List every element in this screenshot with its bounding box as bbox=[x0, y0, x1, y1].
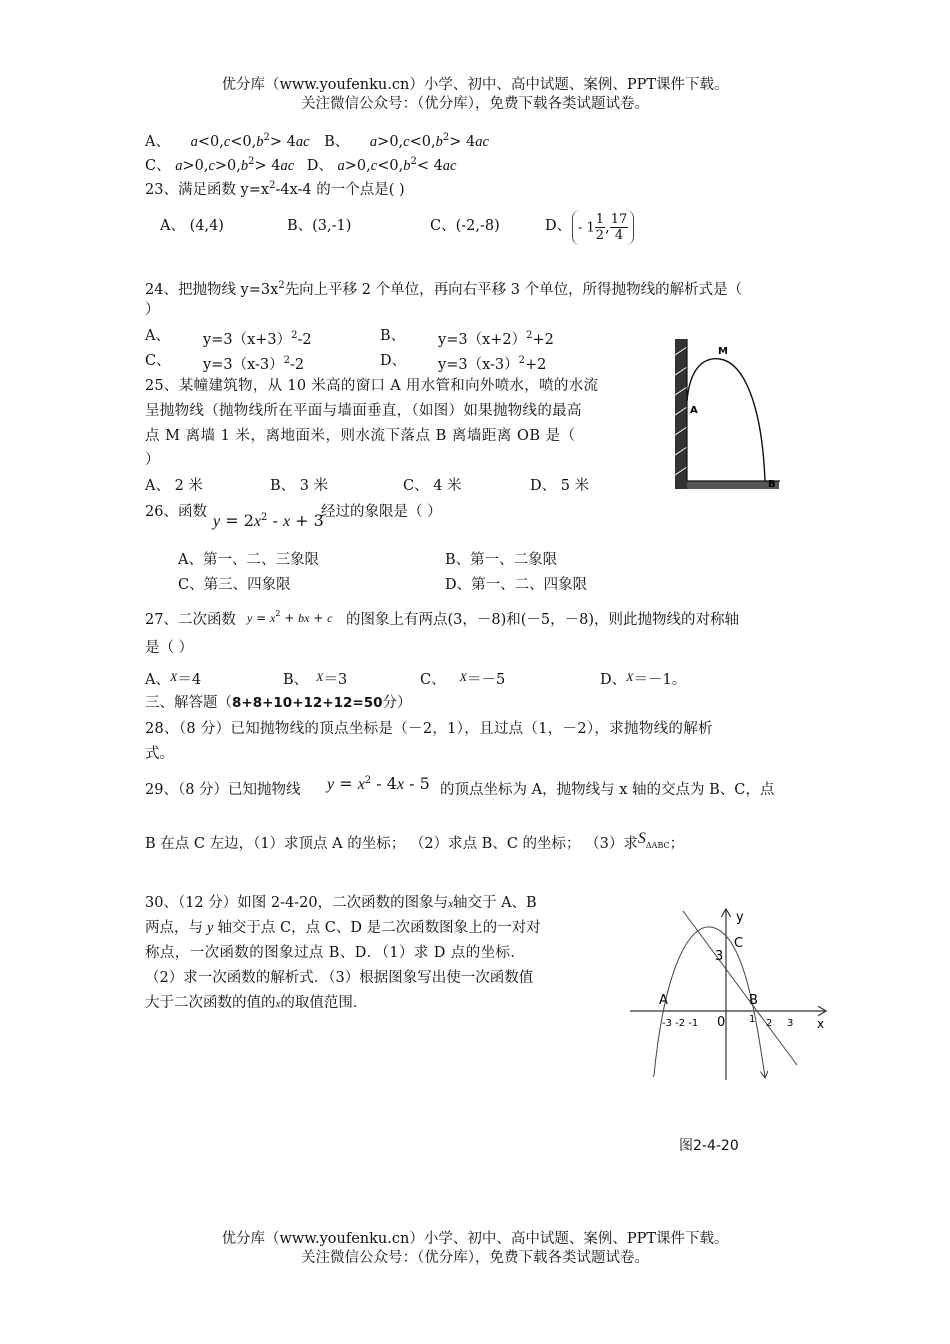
q23-optC: C、(-2,-8) bbox=[430, 218, 500, 234]
op: >0, bbox=[377, 134, 404, 150]
exponent: 2 bbox=[518, 355, 525, 366]
q29-line2-text: B 在点 C 左边，（1）求顶点 A 的坐标； （2）求点 B、C 的坐标； （3）求 bbox=[145, 836, 638, 852]
q27-optD bbox=[600, 667, 686, 690]
var-c: c bbox=[403, 134, 410, 150]
footer-line-2: 关注微信公众号：（优分库），免费下载各类试题试卷。 bbox=[301, 1250, 649, 1266]
exponent: 2 bbox=[278, 280, 285, 291]
q24-optC bbox=[203, 351, 304, 375]
exponent: 2 bbox=[291, 330, 298, 341]
var-c: c bbox=[327, 611, 333, 625]
expr: y=3（x+3） bbox=[203, 332, 292, 348]
exponent: 2 bbox=[269, 180, 276, 191]
q24-stem-text: 先向上平移 2 个单位，再向右平移 3 个单位，所得抛物线的解析式是（ bbox=[284, 282, 743, 298]
title-text: 三、解答题（ bbox=[145, 695, 232, 711]
op: = bbox=[334, 774, 358, 793]
var-x: X bbox=[316, 670, 324, 684]
var-c: c bbox=[208, 158, 215, 174]
section-3-title bbox=[145, 693, 412, 713]
denominator: 2 bbox=[595, 228, 605, 243]
q25-line1: 25、某幢建筑物，从 10 米高的窗口 A 用水管和向外喷水，喷的水流 bbox=[145, 378, 599, 394]
var-x: x bbox=[357, 776, 365, 793]
numerator: 1 bbox=[595, 212, 605, 227]
minus-one: - 1 bbox=[578, 220, 595, 236]
q22-row-1 bbox=[145, 128, 489, 152]
q23-optD-expr bbox=[572, 210, 634, 245]
q25-optC: C、 4 米 bbox=[403, 478, 462, 494]
var-b: b bbox=[403, 158, 411, 174]
value: ＝4 bbox=[177, 672, 202, 688]
footer-line-1: 优分库（www.youfenku.cn）小学、初中、高中试题、案例、PPT课件下载。 bbox=[221, 1231, 729, 1247]
var-x: X bbox=[626, 670, 634, 684]
q28-line2: 式。 bbox=[145, 746, 174, 762]
label-3: 3 bbox=[715, 949, 724, 964]
q22-row-2 bbox=[145, 152, 456, 176]
op: <0, bbox=[377, 158, 404, 174]
q27-optA bbox=[145, 667, 201, 690]
text: 两点，与 bbox=[145, 920, 203, 936]
label-origin: 0 bbox=[717, 1015, 726, 1030]
exponent: 2 bbox=[248, 156, 255, 167]
label-y: y bbox=[736, 910, 744, 925]
q22-optA-label: A、 bbox=[145, 134, 170, 150]
label: C、 bbox=[420, 672, 446, 688]
op: <0, bbox=[197, 134, 224, 150]
q23-stem bbox=[145, 176, 405, 200]
q26-optC: C、第三、四象限 bbox=[178, 577, 291, 593]
parabola-left-arrow bbox=[653, 1075, 654, 1077]
q24-stem bbox=[145, 276, 742, 300]
fraction-half bbox=[595, 212, 605, 243]
op: <0, bbox=[409, 134, 436, 150]
q27-optC bbox=[420, 667, 505, 690]
label-x: x bbox=[817, 1017, 825, 1031]
op: + bbox=[280, 611, 299, 625]
var-a: a bbox=[190, 134, 198, 150]
op: >0, bbox=[344, 158, 371, 174]
q30-line1 bbox=[145, 893, 537, 914]
label: B、 bbox=[283, 672, 309, 688]
q29-equation bbox=[327, 774, 430, 794]
ground-hatch bbox=[687, 481, 779, 489]
title-text: 分） bbox=[382, 695, 412, 711]
q25-figure-fountain bbox=[672, 335, 784, 495]
tick-2: 2 bbox=[766, 1018, 773, 1029]
q28-line1: 28、（8 分）已知抛物线的顶点坐标是（－2，1），且过点（1，－2），求抛物线的解析 bbox=[145, 721, 713, 737]
value: ＝－5 bbox=[466, 672, 506, 688]
op: + bbox=[309, 611, 328, 625]
op: - bbox=[267, 511, 283, 530]
label-B: B bbox=[749, 993, 758, 1008]
q23-optA: A、 (4,4) bbox=[160, 218, 224, 234]
comma: , bbox=[605, 219, 610, 236]
exponent: 2 bbox=[410, 156, 417, 167]
var-b: b bbox=[256, 134, 264, 150]
text: 轴交于点 C，点 C、D 是二次函数图象上的一对对 bbox=[217, 920, 541, 936]
q26-optB: B、第一、二象限 bbox=[445, 552, 558, 568]
q30-line4: （2）求一次函数的解析式．（3）根据图象写出使一次函数值 bbox=[145, 970, 534, 986]
q24-optA-label: A、 bbox=[145, 328, 170, 344]
q23-stem-text: -4x-4 的一个点是( ) bbox=[275, 182, 405, 198]
exponent: 2 bbox=[526, 330, 533, 341]
var-a: a bbox=[369, 134, 378, 150]
var-b: b bbox=[435, 134, 443, 150]
q27-optB bbox=[283, 667, 347, 690]
q26-stem-post: 经过的象限是（ ） bbox=[321, 504, 442, 520]
label-M: M bbox=[718, 346, 728, 357]
op: >0, bbox=[182, 158, 209, 174]
q27-stem-post: 的图象上有两点(3，－8)和(－5，－8)，则此抛物线的对称轴 bbox=[346, 612, 740, 628]
q27-stem-pre: 27、二次函数 bbox=[145, 612, 236, 628]
q24-optB bbox=[438, 326, 554, 350]
q25-optA: A、 2 米 bbox=[145, 478, 203, 494]
op: > 4 bbox=[269, 134, 296, 150]
header-line-1: 优分库（www.youfenku.cn）小学、初中、高中试题、案例、PPT课件下载。 bbox=[221, 77, 729, 93]
var-x: x bbox=[448, 898, 453, 910]
label: D、 bbox=[600, 672, 627, 688]
var-x: x bbox=[270, 611, 276, 625]
op: > 4 bbox=[449, 134, 476, 150]
q24-optD bbox=[438, 351, 546, 375]
text: 30、（12 分）如图 2-4-20，二次函数的图象与 bbox=[145, 895, 449, 911]
exponent: 2 bbox=[260, 512, 268, 523]
op: + 3 bbox=[290, 511, 324, 530]
text: 的取值范围． bbox=[280, 995, 368, 1011]
q24-stem-text: 24、把抛物线 y=3x bbox=[145, 282, 279, 298]
header-line-2: 关注微信公众号：（优分库），免费下载各类试题试卷。 bbox=[301, 96, 649, 112]
q26-equation bbox=[213, 511, 324, 531]
expr: y=3（x-3） bbox=[438, 357, 519, 373]
op: <0, bbox=[230, 134, 257, 150]
var-x: x bbox=[282, 513, 291, 530]
paren-group bbox=[572, 210, 634, 245]
expr: +2 bbox=[532, 332, 554, 348]
var-b: b bbox=[240, 158, 249, 174]
op: < 4 bbox=[416, 158, 443, 174]
q24-optB-label: B、 bbox=[380, 328, 406, 344]
exponent: 2 bbox=[442, 132, 450, 143]
exponent: 2 bbox=[364, 775, 372, 786]
q30-figure-graph bbox=[625, 905, 840, 1085]
fraction-17-4 bbox=[610, 212, 629, 243]
var-x: X bbox=[459, 670, 467, 684]
q26-optD: D、第一、二、四象限 bbox=[445, 577, 588, 593]
q26-optA: A、第一、二、三象限 bbox=[178, 552, 319, 568]
text: 轴交于 A、B bbox=[452, 895, 537, 911]
var-S: S bbox=[637, 830, 646, 847]
q29-line2-text: ； bbox=[669, 836, 685, 852]
tick-labels-negative: -3 -2 -1 bbox=[662, 1018, 699, 1029]
numerator: 17 bbox=[610, 212, 628, 227]
label: A、 bbox=[145, 672, 170, 688]
denominator: 4 bbox=[614, 228, 624, 243]
expr: -2 bbox=[297, 332, 312, 348]
q22-optD-label: D、 bbox=[306, 158, 333, 174]
var-y: y bbox=[327, 776, 335, 793]
var-a: a bbox=[175, 158, 183, 174]
q23-stem-text: 23、满足函数 y=x bbox=[145, 182, 270, 198]
q30-line3: 称点，一次函数的图象过点 B、D．（1）求 D 点的坐标． bbox=[145, 945, 526, 961]
q25-line2: 呈抛物线（抛物线所在平面与墙面垂直，（如图）如果抛物线的最高 bbox=[145, 403, 582, 419]
var-x: x bbox=[396, 776, 405, 793]
op: = 2 bbox=[220, 511, 254, 530]
label-C: C bbox=[734, 936, 744, 951]
q23-optB: B、(3,-1) bbox=[287, 218, 352, 234]
op: - 5 bbox=[404, 774, 430, 793]
title-score: 8+8+10+12+12=50 bbox=[232, 695, 383, 711]
var-x: x bbox=[275, 998, 281, 1010]
var-y: y bbox=[247, 611, 253, 625]
q22-optB-label: B、 bbox=[324, 134, 350, 150]
op: = bbox=[252, 611, 271, 625]
subscript: ΔABC bbox=[645, 841, 670, 850]
label-A: A bbox=[659, 993, 668, 1008]
q22-optC-label: C、 bbox=[145, 158, 171, 174]
label-A: A bbox=[690, 405, 698, 416]
q24-stem-line2: ） bbox=[145, 302, 160, 318]
var-y: y bbox=[207, 920, 214, 936]
var-ac: ac bbox=[475, 134, 489, 150]
q29-stem-pre: 29、（8 分）已知抛物线 bbox=[145, 782, 301, 798]
op: - 4 bbox=[371, 774, 397, 793]
q25-line3: 点 M 离墙 1 米，离地面米，则水流下落点 B 离墙距离 OB 是（ bbox=[145, 428, 576, 444]
q24-optD-label: D、 bbox=[380, 353, 407, 369]
var-y: y bbox=[213, 513, 221, 530]
q24-optC-label: C、 bbox=[145, 353, 171, 369]
text: 大于二次函数的值的 bbox=[145, 995, 276, 1011]
q30-line2 bbox=[145, 918, 541, 938]
q30-figure-caption: 图2-4-20 bbox=[679, 1138, 739, 1154]
var-a: a bbox=[337, 158, 345, 174]
q29-line2 bbox=[145, 829, 684, 856]
expr: y=3（x-3） bbox=[203, 357, 284, 373]
q26-stem-pre: 26、函数 bbox=[145, 504, 207, 520]
var-c: c bbox=[223, 134, 231, 150]
var-ac: ac bbox=[280, 158, 295, 174]
q25-optD: D、 5 米 bbox=[530, 478, 590, 494]
tick-1: 1 bbox=[749, 1014, 756, 1025]
var-ac: ac bbox=[442, 158, 457, 174]
q24-optA bbox=[203, 326, 312, 350]
linear-function-line bbox=[683, 911, 797, 1065]
op: >0, bbox=[214, 158, 241, 174]
q29-stem-post: 的顶点坐标为 A，抛物线与 x 轴的交点为 B、C，点 bbox=[440, 782, 775, 798]
q27-stem-line2: 是（ ） bbox=[145, 640, 194, 656]
expr: -2 bbox=[290, 357, 305, 373]
exponent: 2 bbox=[275, 609, 281, 618]
q30-line5 bbox=[145, 993, 367, 1014]
tick-3: 3 bbox=[787, 1018, 794, 1029]
water-parabola bbox=[687, 359, 765, 481]
var-bx: bx bbox=[298, 611, 310, 625]
var-x: X bbox=[169, 670, 178, 684]
var-c: c bbox=[370, 158, 378, 174]
q23-optD-label: D、 bbox=[545, 218, 572, 234]
exponent: 2 bbox=[263, 132, 270, 143]
q27-equation bbox=[247, 609, 332, 626]
expr: y=3（x+2） bbox=[438, 332, 527, 348]
var-ac: ac bbox=[295, 134, 310, 150]
op: > 4 bbox=[254, 158, 281, 174]
expr: +2 bbox=[525, 357, 547, 373]
q25-line4: ） bbox=[145, 452, 160, 468]
value: ＝3 bbox=[323, 672, 348, 688]
label-B: B bbox=[768, 479, 776, 490]
value: ＝－1。 bbox=[633, 672, 687, 688]
q25-optB: B、 3 米 bbox=[270, 478, 329, 494]
var-x: x bbox=[253, 513, 261, 530]
exponent: 2 bbox=[283, 355, 290, 366]
